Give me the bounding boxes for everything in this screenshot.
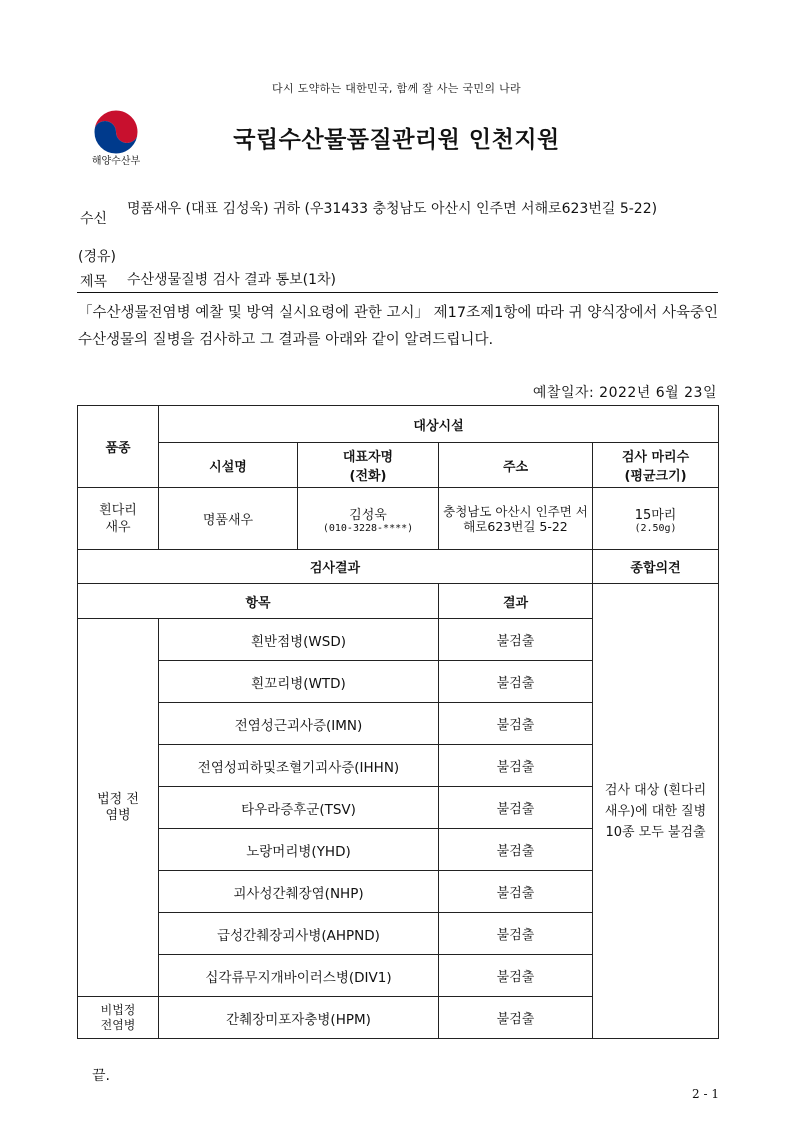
opinion-cell <box>593 584 719 1039</box>
disease-item: 노랑머리병(YHD) <box>159 829 439 871</box>
opinion-header: 종합의견 <box>593 550 719 584</box>
count-header-label: 검사 마리수 <box>621 450 690 465</box>
disease-item: 급성간췌장괴사병(AHPND) <box>159 913 439 955</box>
results-table <box>77 405 719 1039</box>
representative-phone: (010-3228-****) <box>322 522 414 534</box>
address-header: 주소 <box>439 443 593 488</box>
disease-item: 간췌장미포자충병(HPM) <box>159 997 439 1039</box>
disease-item: 타우라증후군(TSV) <box>159 787 439 829</box>
legal-group-cell <box>78 619 159 997</box>
address-cell <box>439 488 593 550</box>
nonlegal-group-label: 비법정 전염병 <box>100 1002 136 1032</box>
organization-title: 국립수산물품질관리원 인천지원 <box>233 127 560 153</box>
disease-result: 불검출 <box>439 955 593 997</box>
results-header: 검사결과 <box>78 550 593 584</box>
item-header: 항목 <box>78 584 439 619</box>
facility-header: 대상시설 <box>159 406 719 443</box>
species-cell <box>78 488 159 550</box>
representative-header-label: 대표자명 <box>342 450 394 465</box>
disease-item: 십각류무지개바이러스병(DIV1) <box>159 955 439 997</box>
facility-name-cell: 명품새우 <box>159 488 298 550</box>
page-number: 2 - 1 <box>692 1087 719 1101</box>
disease-item: 전염성피하및조혈기괴사증(IHHN) <box>159 745 439 787</box>
subject-label: 제목 <box>80 274 108 290</box>
legal-group-label: 법정 전염병 <box>97 791 139 823</box>
disease-result: 불검출 <box>439 619 593 661</box>
disease-result: 불검출 <box>439 787 593 829</box>
representative-header-sub: (전화) <box>349 469 387 484</box>
divider <box>77 292 718 293</box>
disease-result: 불검출 <box>439 661 593 703</box>
logo-text: 해양수산부 <box>91 156 141 167</box>
disease-result: 불검출 <box>439 871 593 913</box>
result-header: 결과 <box>439 584 593 619</box>
slogan: 다시 도약하는 대한민국, 함께 잘 사는 국민의 나라 <box>272 82 521 95</box>
disease-item: 괴사성간췌장염(NHP) <box>159 871 439 913</box>
inspection-date: 예찰일자: 2022년 6월 23일 <box>532 385 717 401</box>
disease-item: 흰꼬리병(WTD) <box>159 661 439 703</box>
address-value: 충청남도 아산시 인주면 서해로623번길 5-22 <box>443 503 588 534</box>
subject-value: 수산생물질병 검사 결과 통보(1차) <box>127 272 336 288</box>
disease-result: 불검출 <box>439 997 593 1039</box>
body-paragraph: 「수산생물전염병 예찰 및 방역 실시요령에 관한 고시」 제17조제1항에 따라 귀 양식장에서 사육중인 수산생물의 질병을 검사하고 그 결과를 아래와 같이 알려드립니다. <box>78 305 718 348</box>
average-size: (2.50g) <box>634 522 677 534</box>
disease-item: 흰반점병(WSD) <box>159 619 439 661</box>
count-header-sub: (평균크기) <box>624 469 687 484</box>
disease-item: 전염성근괴사증(IMN) <box>159 703 439 745</box>
disease-result: 불검출 <box>439 703 593 745</box>
nonlegal-group-cell <box>78 997 159 1039</box>
disease-result: 불검출 <box>439 745 593 787</box>
count-cell <box>593 488 719 550</box>
representative-cell <box>298 488 439 550</box>
recipient-label: 수신 <box>80 211 108 227</box>
disease-result: 불검출 <box>439 829 593 871</box>
species-header: 품종 <box>78 406 159 488</box>
representative-name: 김성욱 <box>349 507 387 523</box>
count-header <box>593 443 719 488</box>
disease-result: 불검출 <box>439 913 593 955</box>
via-label: (경유) <box>78 249 116 265</box>
species-value: 흰다리새우 <box>99 502 137 535</box>
recipient-value: 명품새우 (대표 김성욱) 귀하 (우31433 충청남도 아산시 인주면 서해로623번길 5-22) <box>127 201 658 217</box>
end-mark: 끝. <box>92 1068 110 1084</box>
count-value: 15마리 <box>634 507 677 523</box>
opinion-text: 검사 대상 (흰다리새우)에 대한 질병 10종 모두 불검출 <box>604 782 707 840</box>
facility-name-header: 시설명 <box>159 443 298 488</box>
representative-header <box>298 443 439 488</box>
